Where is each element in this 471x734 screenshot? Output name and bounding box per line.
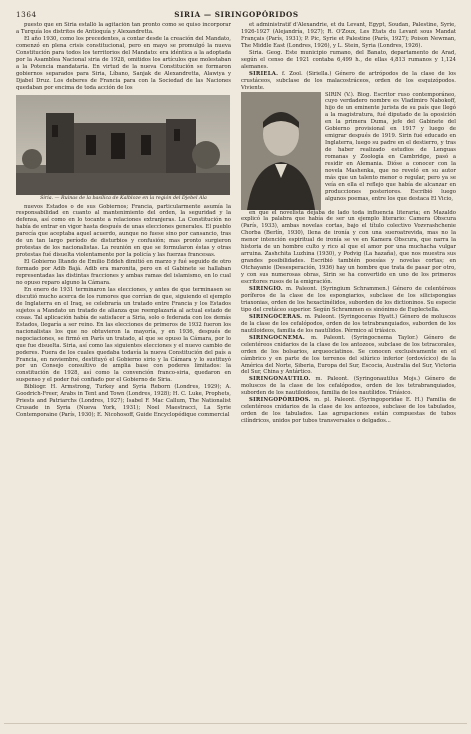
basilica-photo bbox=[16, 95, 230, 195]
page-header bbox=[16, 8, 457, 22]
definition-siringoporidos: m. pl. Paleont. (Syringoporidae E. H.) Familia de celentéreos cnidarios de la clase de los antozoos, subclase de los tabulados, orden de los tabulados. Las agrupaciones están compuestas de tubos cilíndricos, unidos por tubos transversales o delgados... bbox=[241, 397, 456, 425]
headword-siringonautilo: SIRINGONAUTILO. bbox=[249, 376, 311, 383]
definition-siringocnema: m. Paleont. (Syringocnema Taylor.) Género de celentéreos cnidarios de la clase de los antozoos, subclase de los tetracorales, orden de los bolsarios, arqueociatinos. Se conocen exclusivamente en el cámbrico y en parte de los terrenos del silúrico inferior (ordovícico) de la América del Norte, Siberia, Europa del Sur, Escocia, Australia del Sur, Victoria del Sur, China y Antártico. bbox=[241, 334, 456, 376]
sirin-side-text bbox=[325, 92, 456, 210]
left-paragraph-2: El año 1930, como los precedentes, a contar desde la creación del Mandato, comenzó en plena crisis constitucional, pero en mayo se promulgó la nueva Constitución para todos los territorios del Mandato: era idéntica a la adoptada por la Asamblea Nacional siria de 1928, omitidos los artículos que molestaban a la Potencia mandataria. En virtud de la nueva Constitución se formaron gobiernos separados para Siria, Líbano, Sanjak de Alexandretta, Alawiya y Djabel Druz. Los deberes de Francia para con la Sociedad de las Naciones quedaban por encima de toda acción de los bbox=[16, 35, 231, 91]
headword-siringoporidos: SIRINGOPÓRIDOS. bbox=[249, 397, 311, 404]
sirin-continuation: en que el novelista dejaba de lado toda influencia literaria; en Mazaldo explicó la palabra que había de ser un ejemplo literario: Camera Obscura (París, 1933), ambas novelas cortas, bajo el título colectivo Vozvrashchenie Chorba (Berlín, 1930), llena de ironía y con una sueroatrevida, mas no la menor intención espiritual de ironía se ve en Kamera Obscura, que narra la historia de un hombre culto y rico al que el amor por una muchacha vulgar arruina. Zashchita Luzhina (1930), y Podvig (La hazaña), que nos muestra sus grandes posibilidades. Escribió también poesías y novelas cortas; en Otchayanie (Desesperación, 1936) hay un hombre que trata de pasar por otro, y con sus numerosas obras, Sirin se ha convertido en uno de los primeros escritores rusos de la emigración. bbox=[241, 209, 456, 286]
entry-siringoporidos bbox=[241, 397, 456, 425]
portrait-illustration bbox=[241, 92, 321, 210]
headword-siringocnema: SIRINGOCNEMA. bbox=[249, 334, 305, 341]
photo-caption: Siria. — Ruinas de la basílica de Kalbloze en la región del Djebel Ala bbox=[40, 195, 207, 201]
entry-sirin bbox=[241, 92, 456, 210]
ruins-illustration bbox=[16, 95, 230, 195]
entry-siria-geog: Siria. Geog. Este municipio rumano, del Banato, departamento de Arad, según el censo de 1921 contaba 6,499 h., de ellas 4,813 rumanos y 1,124 alemanes. bbox=[241, 49, 456, 70]
left-column bbox=[16, 22, 231, 712]
definition-siringio: m. Paleont. (Syringium Schrammen.) Género de celentéreos poríferos de la clase de los espongiarios, subclase de los silicispongias triaxonias, orden de los hexactinélidos, suborden de los dictioninos. Su especie tipo del cretáceo superior. Según Schrammen es sinónimo de Euplectella. bbox=[241, 286, 456, 313]
right-column bbox=[241, 22, 456, 712]
definition-sirin: Biog. Escritor ruso contemporáneo, cuyo verdadero nombre es Vladimiro Nabokoff, hijo de un eminente jurista de su país que llegó a la magistratura, fué diputado de la oposición en la primera Duma, jefe del Gabinete del Gobierno provisional en 1917 y luego de emigrar después de 1919. Sirin fué educado en Inglaterra, luego su padre en el destierro, y tras de haber realizado estudios de Lenguas romanas y Zoología en Cambridge, pasó a residir en Alemania. Dióse a conocer con la novela Mashenka, que no reveló en su autor más que un talento menor o regular, pero ya se veía en ella el reflejo que había de alcanzar en producciones posteriores. Escribió luego algunos poemas, entre los que destaca El Vicio, bbox=[325, 91, 456, 202]
entry-siringoceras bbox=[241, 314, 456, 335]
entry-siringio bbox=[241, 286, 456, 314]
entry-siringonautilo bbox=[241, 376, 456, 397]
right-paragraph-1: et administratif d'Alexandrie, et du Levant, Egypt, Soudan, Palestine, Syrie, 1926-1927 (Alejandría, 1927); R. O'Zoux, Les Etats du Levant sous Mandat Français (París, 1931); P. Pic, Syrie et Palestine (París, 1927); Poison Newman, The Middle East (Londres, 1926), y L. Stein, Syria (Londres, 1926). bbox=[241, 22, 456, 49]
page-title: SIRIA — SIRINGOPÓRIDOS bbox=[174, 10, 299, 19]
entry-siringocnema bbox=[241, 335, 456, 377]
headword-sirin: SIRIN (V.). bbox=[325, 91, 355, 98]
headword-siriela: SIRIELA. bbox=[249, 70, 279, 77]
portrait-image bbox=[241, 92, 321, 210]
bottom-edge bbox=[4, 723, 467, 728]
left-paragraph-3: nuevos Estados o de sus Gobiernos; Francia, particularmente asumía la responsabilidad en cuanto al mantenimiento del orden, la seguridad y la defensa, así como en lo tocante a relaciones extranjeras. La Constitución no había de entrar en vigor hasta después de unas elecciones generales. El pueblo parecía que aceptaba aquel acuerdo, aunque no fuese sino por cansancio, tras de un tan largo período de disturbios y confusión; mas pronto surgieron protestas de los nacionalistas. La reunión en que se formularon éstas y otras protestas fué disuelta violentamente por la policía y las fuerzas francesas. bbox=[16, 203, 231, 259]
definition-siriela: f. Zool. (Siriella.) Género de artrópodos de la clase de los crustáceos, subclase de los malacostráceos, orden de los esquizópodos. Viviente. bbox=[241, 70, 456, 91]
left-paragraph-5: En enero de 1931 terminaron las elecciones, y antes de que terminasen se discutió mucho acerca de los rumores que corrían de que, siguiendo el ejemplo de Inglaterra en el Iraq, se celebraría un tratado entre Francia y los Estados sujetos a Mandato un tratado de alianza que reemplazaría al actual estado de cosas. Tal aplicación había de satisfacer a Siria, solo o federada con los demás Estados, llegaría a ser reino. En las elecciones de primeros de 1932 fueron los nacionalistas los que no obtuvieron la mayoría, y en 1936, después de negociaciones, se firmó en París un tratado, al que se opuso la Cámara, por lo que fue disuelta. Siria, así como las siguientes elecciones y el nuevo cambio de poderes. Fuera de los cuales quedaba todavía la nueva Constitución del país a Francia, en noviembre, destituyó el Gobierno sirio y la Cámara y lo sustituyó por un Consejo consultivo de amplia base con poderes limitados: la constitución de 1928, así como la convención franco-siria, quedaron en suspenso y el poder fué confiado por el Gobierno de Siria. bbox=[16, 286, 231, 384]
left-paragraph-1: puesto que en Siria estalló la agitación tan pronto como se quiso incorporar a Turquía los distritos de Antioquía y Alexandretta. bbox=[16, 22, 231, 35]
bibliography: Bibliogr. H. Armstrong, Turkey and Syria Reborn (Londres, 1929); A. Goodrich-Freer, Arabs in Tent and Town (Londres, 1928); H. C. Luke, Prophets, Priests and Patriarchs (Londres, 1927); Isabel F. Mac Callum, The Nationalist Crusade in Syria (Nueva York, 1931); Noel Maestracci, La Syrie Contemporaine (París, 1930); E. Nicohosoff, Guide Encyclopédique commercial bbox=[16, 384, 231, 419]
headword-siringoceras: SIRINGOCERAS. bbox=[249, 313, 303, 320]
definition-siringoceras: m. Paleont. (Syringoceras Hyatt.) Género de moluscos de la clase de los cefalópodos, orden de los tetrabranquiados, suborden de los nautiloideos, familia de los nautílidos. Pérmico al triásico. bbox=[241, 313, 456, 334]
columns bbox=[16, 22, 457, 712]
definition-siringonautilo: m. Paleont. (Syringonautilus Mojs.) Género de moluscos de la clase de los cefalópodos, orden de los tetrabranquiados, suborden de los nautiloideos, familia de los nautílidos. Triásico. bbox=[241, 376, 456, 397]
headword-siringio: SIRINGIO. bbox=[249, 286, 283, 293]
entry-siriela bbox=[241, 71, 456, 92]
page-number: 1364 bbox=[16, 10, 37, 19]
left-paragraph-4: El Gobierno Iltando de Emilio Eddeh dimitió en marzo y fué seguido de otro formado por Adib Bajá. Adib era maronita, pero en el Gabinete se hallaban representadas las distintas fracciones y ambas ramas del islamismo, en lo cual no opuso reparo alguno la Cámara. bbox=[16, 259, 231, 287]
